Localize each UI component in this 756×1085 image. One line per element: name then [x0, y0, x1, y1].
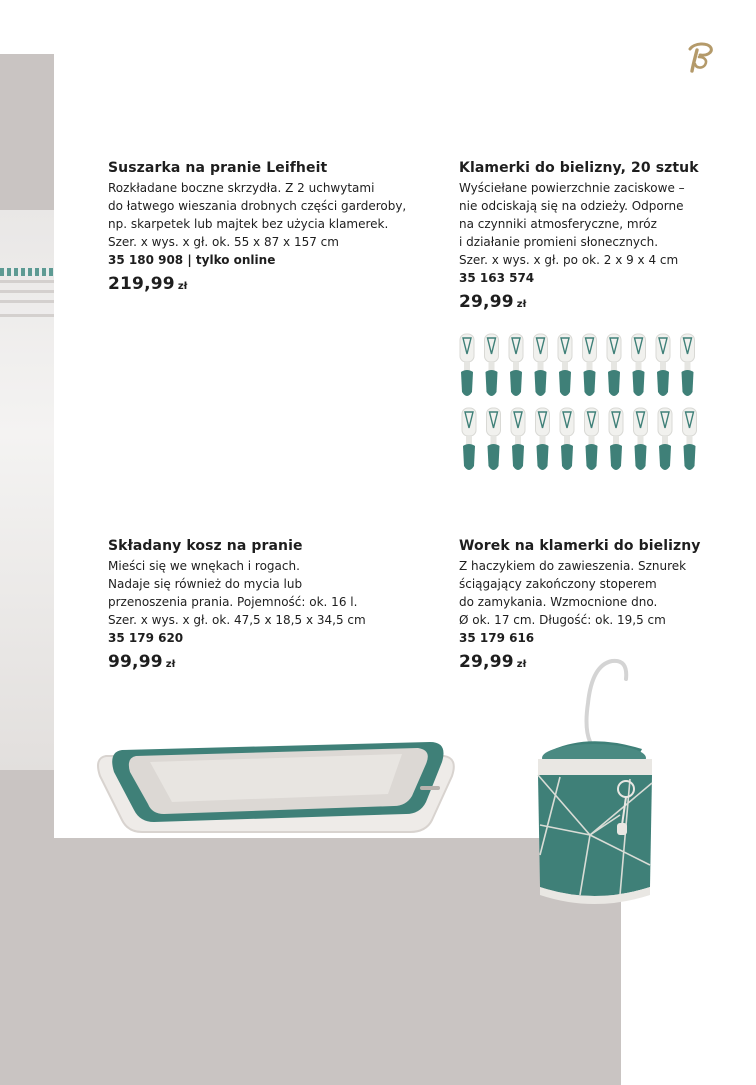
product-desc-line: Szer. x wys. x gł. ok. 55 x 87 x 157 cm — [108, 235, 339, 249]
price-currency: zł — [516, 299, 527, 310]
peg-bag-image — [530, 655, 660, 917]
product-desc-line: przenoszenia prania. Pojemność: ok. 16 l. — [108, 595, 358, 609]
laundry-basket-image — [92, 728, 462, 840]
product-code: 35 163 574 — [459, 271, 535, 285]
product-desc-line: Szer. x wys. x gł. po ok. 2 x 9 x 4 cm — [459, 253, 679, 267]
price-currency: zł — [177, 281, 188, 292]
clothespin — [460, 334, 474, 396]
product-price — [108, 274, 398, 294]
clothespin — [658, 408, 672, 470]
clothespin — [511, 408, 525, 470]
price-value: 29,99 — [459, 652, 514, 672]
clothespins-image — [455, 330, 710, 475]
clothespin — [558, 334, 572, 396]
price-currency: zł — [165, 659, 176, 670]
product-drying-rack — [108, 160, 407, 294]
product-desc-line: na czynniki atmosferyczne, mróz — [459, 217, 657, 231]
clothespin — [462, 408, 476, 470]
product-code: 35 179 616 — [459, 631, 535, 645]
clothespin — [656, 334, 670, 396]
product-code: 35 180 908 | tylko online — [108, 253, 276, 267]
clothespin — [632, 334, 646, 396]
product-desc-line: Szer. x wys. x gł. ok. 47,5 x 18,5 x 34,5 cm — [108, 613, 366, 627]
clothespin — [509, 334, 523, 396]
product-desc-line: ściągający zakończony stoperem — [459, 577, 657, 591]
product-desc-line: Mieści się we wnękach i rogach. — [108, 559, 300, 573]
clothespin — [683, 408, 697, 470]
product-clothespins — [459, 160, 749, 312]
product-price — [108, 652, 398, 672]
clothespin — [681, 334, 695, 396]
drying-rack-photo-crop — [0, 210, 54, 770]
product-desc-line: i działanie promieni słonecznych. — [459, 235, 659, 249]
clothespin — [534, 334, 548, 396]
clothespin — [585, 408, 599, 470]
tchibo-logo-icon — [684, 40, 714, 74]
clothespin — [609, 408, 623, 470]
product-desc-line: Ø ok. 17 cm. Długość: ok. 19,5 cm — [459, 613, 666, 627]
product-desc-line: np. skarpetek lub majtek bez użycia klamerek. — [108, 217, 389, 231]
product-price — [459, 292, 749, 312]
product-peg-bag — [459, 538, 749, 672]
clothespin — [607, 334, 621, 396]
product-desc-line: do łatwego wieszania drobnych części garderoby, — [108, 199, 407, 213]
product-laundry-basket — [108, 538, 398, 672]
price-value: 219,99 — [108, 274, 175, 294]
product-desc-line: Wyściełane powierzchnie zaciskowe – — [459, 181, 685, 195]
clothespin — [583, 334, 597, 396]
product-desc-line: Rozkładane boczne skrzydła. Z 2 uchwytami — [108, 181, 375, 195]
product-title: Składany kosz na pranie — [108, 538, 303, 554]
product-title: Worek na klamerki do bielizny — [459, 538, 701, 554]
product-desc-line: do zamykania. Wzmocnione dno. — [459, 595, 658, 609]
price-value: 99,99 — [108, 652, 163, 672]
price-value: 29,99 — [459, 292, 514, 312]
clothespin — [634, 408, 648, 470]
clothespin — [487, 408, 501, 470]
product-title: Klamerki do bielizny, 20 sztuk — [459, 160, 699, 176]
product-code: 35 179 620 — [108, 631, 184, 645]
clothespin — [485, 334, 499, 396]
clothespin — [560, 408, 574, 470]
price-currency: zł — [516, 659, 527, 670]
product-title: Suszarka na pranie Leifheit — [108, 160, 328, 176]
clothespin — [536, 408, 550, 470]
product-desc-line: Z haczykiem do zawieszenia. Sznurek — [459, 559, 687, 573]
product-desc-line: Nadaje się również do mycia lub — [108, 577, 303, 591]
product-desc-line: nie odciskają się na odzieży. Odporne — [459, 199, 684, 213]
